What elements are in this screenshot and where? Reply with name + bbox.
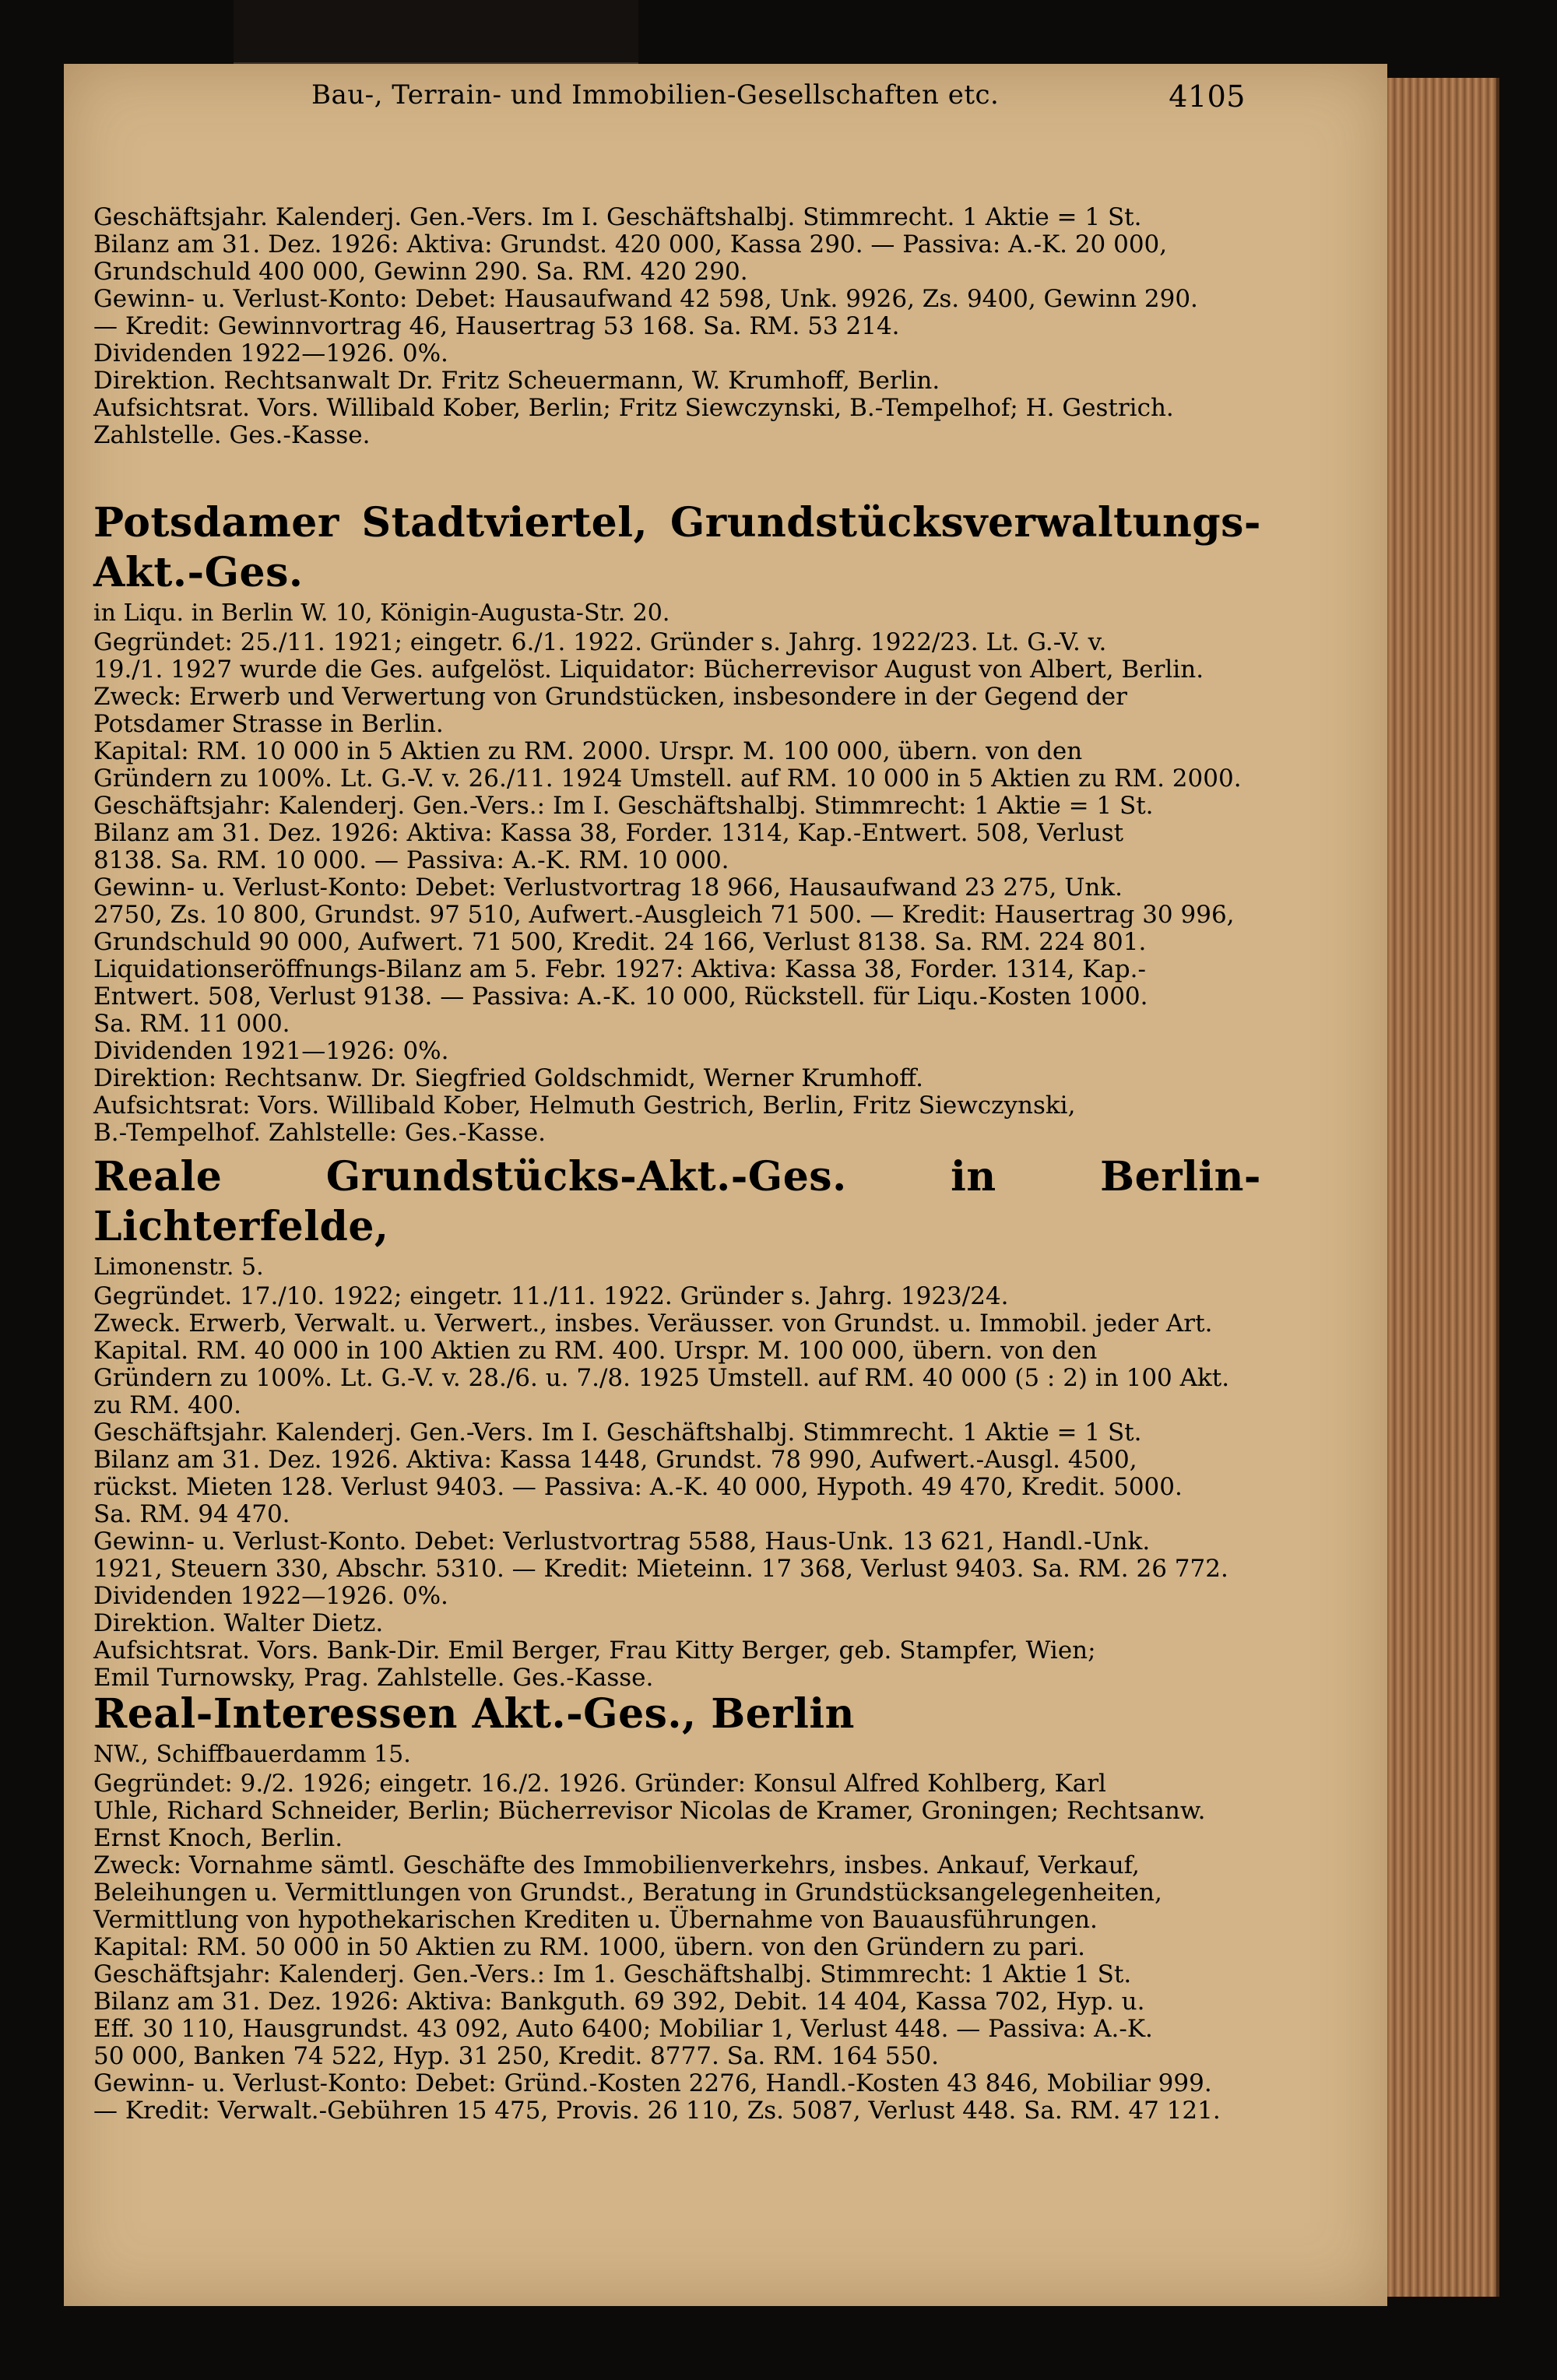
- entry-heading: Real-Interessen Akt.-Ges., Berlin: [93, 1690, 855, 1738]
- text-line: Geschäftsjahr. Kalenderj. Gen.-Vers. Im I. Geschäftshalbj. Stimmrecht. 1 Aktie = 1 St.: [93, 203, 1142, 231]
- text-line: Zweck. Erwerb, Verwalt. u. Verwert., insbes. Veräusser. von Grundst. u. Immobil. jeder Art.: [93, 1310, 1213, 1338]
- text-line: 8138. Sa. RM. 10 000. — Passiva: A.-K. RM. 10 000.: [93, 846, 729, 874]
- text-line: 19./1. 1927 wurde die Ges. aufgelöst. Liquidator: Bücherrevisor August von Albert, Berlin.: [93, 656, 1204, 684]
- text-line: zu RM. 400.: [93, 1391, 241, 1419]
- text-line: Bilanz am 31. Dez. 1926. Aktiva: Kassa 1448, Grundst. 78 990, Aufwert.-Ausgl. 4500,: [93, 1446, 1137, 1474]
- text-line: Uhle, Richard Schneider, Berlin; Bücherrevisor Nicolas de Kramer, Groningen; Rechtsanw.: [93, 1797, 1206, 1825]
- text-line: Zweck: Vornahme sämtl. Geschäfte des Immobilienverkehrs, insbes. Ankauf, Verkauf,: [93, 1851, 1140, 1879]
- text-line: Geschäftsjahr: Kalenderj. Gen.-Vers.: Im 1. Geschäftshalbj. Stimmrecht: 1 Aktie 1 St.: [93, 1960, 1132, 1988]
- text-line: Sa. RM. 94 470.: [93, 1500, 290, 1528]
- text-line: Sa. RM. 11 000.: [93, 1010, 290, 1038]
- text-line: Aufsichtsrat. Vors. Bank-Dir. Emil Berger, Frau Kitty Berger, geb. Stampfer, Wien;: [93, 1636, 1096, 1665]
- entry-address: in Liqu. in Berlin W. 10, Königin-Augusta-Str. 20.: [93, 599, 670, 627]
- text-line: Gewinn- u. Verlust-Konto: Debet: Hausaufwand 42 598, Unk. 9926, Zs. 9400, Gewinn 290.: [93, 285, 1198, 313]
- entry-heading: Potsdamer Stadtviertel, Grundstücksverwaltungs-Akt.-Ges.: [93, 499, 1261, 596]
- text-line: — Kredit: Verwalt.-Gebühren 15 475, Provis. 26 110, Zs. 5087, Verlust 448. Sa. RM. 47 121.: [93, 2097, 1221, 2125]
- text-line: Kapital: RM. 50 000 in 50 Aktien zu RM. 1000, übern. von den Gründern zu pari.: [93, 1933, 1086, 1961]
- text-line: Kapital. RM. 40 000 in 100 Aktien zu RM. 400. Urspr. M. 100 000, übern. von den: [93, 1337, 1098, 1365]
- running-head-title: Bau-, Terrain- und Immobilien-Gesellschaften etc.: [311, 79, 1000, 111]
- entry-address: NW., Schiffbauerdamm 15.: [93, 1741, 411, 1768]
- text-line: Potsdamer Strasse in Berlin.: [93, 710, 444, 738]
- text-line: Dividenden 1922—1926. 0%.: [93, 339, 448, 367]
- text-line: Gewinn- u. Verlust-Konto. Debet: Verlustvortrag 5588, Haus-Unk. 13 621, Handl.-Unk.: [93, 1527, 1151, 1556]
- text-line: Gewinn- u. Verlust-Konto: Debet: Verlustvortrag 18 966, Hausaufwand 23 275, Unk.: [93, 874, 1123, 902]
- text-line: Bilanz am 31. Dez. 1926: Aktiva: Kassa 38, Forder. 1314, Kap.-Entwert. 508, Verlust: [93, 819, 1124, 847]
- text-line: rückst. Mieten 128. Verlust 9403. — Passiva: A.-K. 40 000, Hypoth. 49 470, Kredit. 5000.: [93, 1473, 1183, 1501]
- text-line: Bilanz am 31. Dez. 1926: Aktiva: Grundst. 420 000, Kassa 290. — Passiva: A.-K. 20 000,: [93, 230, 1168, 258]
- text-line: Liquidationseröffnungs-Bilanz am 5. Febr. 1927: Aktiva: Kassa 38, Forder. 1314, Kap.-: [93, 955, 1146, 983]
- text-line: B.-Tempelhof. Zahlstelle: Ges.-Kasse.: [93, 1119, 546, 1147]
- text-line: Geschäftsjahr: Kalenderj. Gen.-Vers.: Im I. Geschäftshalbj. Stimmrecht: 1 Aktie = 1 St.: [93, 792, 1154, 820]
- entry-reale-grundstuecks: [93, 1152, 1261, 1692]
- text-line: Gründern zu 100%. Lt. G.-V. v. 26./11. 1924 Umstell. auf RM. 10 000 in 5 Aktien zu RM. 2000.: [93, 765, 1242, 793]
- text-line: Dividenden 1922—1926. 0%.: [93, 1582, 448, 1610]
- text-line: Emil Turnowsky, Prag. Zahlstelle. Ges.-Kasse.: [93, 1664, 654, 1692]
- text-line: Bilanz am 31. Dez. 1926: Aktiva: Bankguth. 69 392, Debit. 14 404, Kassa 702, Hyp. u.: [93, 1988, 1145, 2016]
- text-line: Dividenden 1921—1926: 0%.: [93, 1037, 449, 1065]
- text-line: Direktion. Walter Dietz.: [93, 1609, 384, 1637]
- text-line: Direktion. Rechtsanwalt Dr. Fritz Scheuermann, W. Krumhoff, Berlin.: [93, 367, 940, 395]
- text-line: Zweck: Erwerb und Verwertung von Grundstücken, insbesondere in der Gegend der: [93, 683, 1127, 711]
- text-line: Aufsichtsrat. Vors. Willibald Kober, Berlin; Fritz Siewczynski, B.-Tempelhof; H. Gestrich.: [93, 394, 1174, 422]
- text-line: — Kredit: Gewinnvortrag 46, Hausertrag 53 168. Sa. RM. 53 214.: [93, 312, 900, 340]
- text-line: Aufsichtsrat: Vors. Willibald Kober, Helmuth Gestrich, Berlin, Fritz Siewczynski,: [93, 1092, 1076, 1120]
- text-line: Grundschuld 400 000, Gewinn 290. Sa. RM. 420 290.: [93, 258, 748, 286]
- text-line: Beleihungen u. Vermittlungen von Grundst., Beratung in Grundstücksangelegenheiten,: [93, 1879, 1162, 1907]
- text-line: Grundschuld 90 000, Aufwert. 71 500, Kredit. 24 166, Verlust 8138. Sa. RM. 224 801.: [93, 928, 1147, 956]
- text-line: 1921, Steuern 330, Abschr. 5310. — Kredit: Mieteinn. 17 368, Verlust 9403. Sa. RM. 26 772.: [93, 1555, 1228, 1583]
- text-line: Entwert. 508, Verlust 9138. — Passiva: A.-K. 10 000, Rückstell. für Liqu.-Kosten 1000.: [93, 983, 1148, 1011]
- text-line: Gewinn- u. Verlust-Konto: Debet: Gründ.-Kosten 2276, Handl.-Kosten 43 846, Mobiliar 999.: [93, 2069, 1212, 2097]
- text-line: Kapital: RM. 10 000 in 5 Aktien zu RM. 2000. Urspr. M. 100 000, übern. von den: [93, 737, 1083, 765]
- text-line: Direktion: Rechtsanw. Dr. Siegfried Goldschmidt, Werner Krumhoff.: [93, 1064, 923, 1092]
- entry-address: Limonenstr. 5.: [93, 1253, 264, 1281]
- text-line: Gründern zu 100%. Lt. G.-V. v. 28./6. u. 7./8. 1925 Umstell. auf RM. 40 000 (5 : 2) in 100 Akt.: [93, 1364, 1230, 1392]
- entry-potsdamer-stadtviertel: [93, 498, 1261, 1147]
- text-line: Gegründet: 9./2. 1926; eingetr. 16./2. 1926. Gründer: Konsul Alfred Kohlberg, Karl: [93, 1770, 1106, 1798]
- page-number: 4105: [1169, 79, 1246, 114]
- entry-real-interessen: [93, 1689, 1261, 2125]
- text-line: Gegründet. 17./10. 1922; eingetr. 11./11. 1922. Gründer s. Jahrg. 1923/24.: [93, 1282, 1009, 1310]
- text-line: Vermittlung von hypothekarischen Krediten u. Übernahme von Bauausführungen.: [93, 1906, 1098, 1934]
- entry-heading: Reale Grundstücks-Akt.-Ges. in Berlin-Lichterfelde,: [93, 1153, 1261, 1250]
- page-stack-edge: [1387, 78, 1499, 2297]
- text-line: Geschäftsjahr. Kalenderj. Gen.-Vers. Im I. Geschäftshalbj. Stimmrecht. 1 Aktie = 1 St.: [93, 1419, 1142, 1447]
- text-line: Zahlstelle. Ges.-Kasse.: [93, 421, 371, 449]
- top-entry: [93, 204, 1261, 449]
- text-line: Eff. 30 110, Hausgrundst. 43 092, Auto 6400; Mobiliar 1, Verlust 448. — Passiva: A.-K.: [93, 2015, 1153, 2043]
- text-line: Ernst Knoch, Berlin.: [93, 1824, 343, 1852]
- book-tabs: [234, 0, 638, 67]
- text-line: 2750, Zs. 10 800, Grundst. 97 510, Aufwert.-Ausgleich 71 500. — Kredit: Hausertrag 30 996,: [93, 901, 1235, 929]
- text-line: 50 000, Banken 74 522, Hyp. 31 250, Kredit. 8777. Sa. RM. 164 550.: [93, 2042, 939, 2070]
- text-line: Gegründet: 25./11. 1921; eingetr. 6./1. 1922. Gründer s. Jahrg. 1922/23. Lt. G.-V. v.: [93, 628, 1107, 656]
